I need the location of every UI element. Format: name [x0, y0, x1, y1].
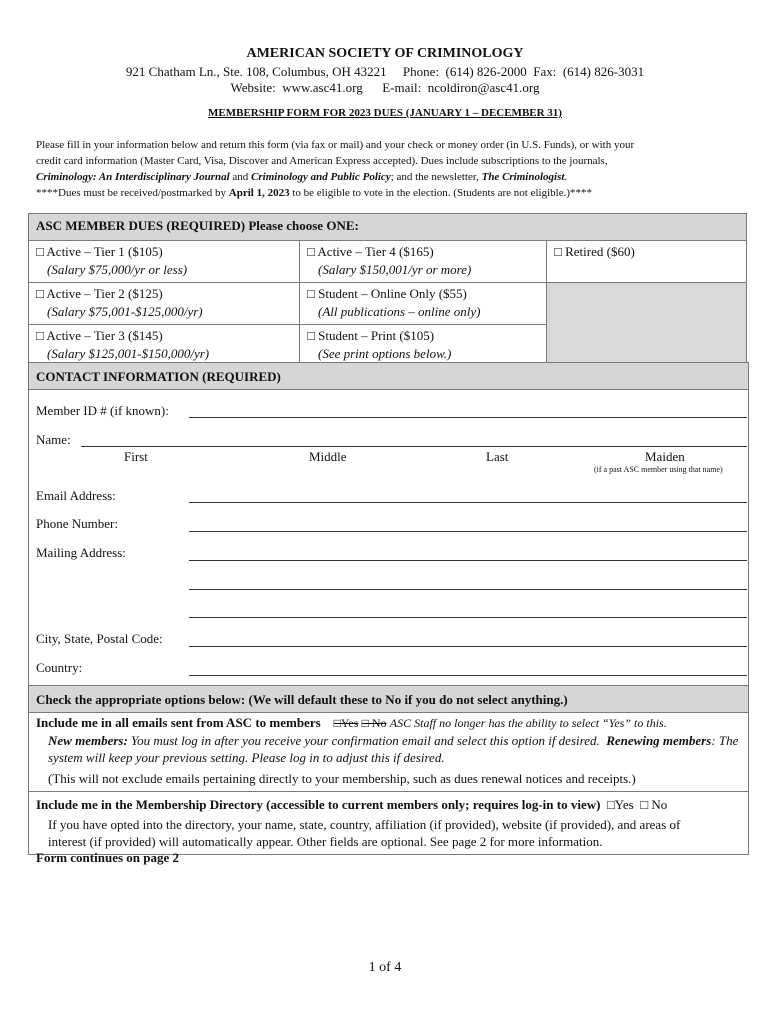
checkbox-tier-4[interactable]: □ [307, 244, 315, 259]
tier-2-salary: (Salary $75,001-$125,000/yr) [47, 304, 203, 319]
newsletter-name: The Criminologist [481, 171, 565, 183]
email-label: Email Address: [36, 488, 116, 503]
option-student-online[interactable] [300, 283, 547, 325]
email-exclusion-note: (This will not exclude emails pertaining directly to your membership, such as dues renewal notices and receipts.) [48, 771, 636, 786]
directory-note-2: interest (if provided) will automatically appear. Other fields are optional. See page 2 for more information. [48, 834, 603, 849]
tier-2-label: Active – Tier 2 ($125) [46, 286, 163, 301]
name-middle-caption: Middle [309, 449, 347, 464]
option-tier-3[interactable] [29, 325, 300, 367]
renewing-members-label: Renewing members [606, 733, 712, 748]
form-continues-note: Form continues on page 2 [36, 850, 179, 865]
vote-deadline: April 1, 2023 [228, 187, 290, 199]
dues-table [28, 213, 747, 367]
tier-1-label: Active – Tier 1 ($105) [46, 244, 163, 259]
email-option-label: Include me in all emails sent from ASC to members [36, 715, 321, 730]
mailing-address-line-2[interactable] [189, 589, 747, 590]
checkbox-tier-1[interactable]: □ [36, 244, 44, 259]
email-field[interactable] [189, 502, 747, 503]
checkbox-student-print[interactable]: □ [307, 328, 315, 343]
tier-3-salary: (Salary $125,001-$150,000/yr) [47, 346, 210, 361]
option-tier-2[interactable] [29, 283, 300, 325]
journal-criminology: Criminology: An Interdisciplinary Journal [36, 171, 230, 183]
tier-4-label: Active – Tier 4 ($165) [317, 244, 434, 259]
email-option-instructions: New members: You must log in after you receive your confirmation email and select this option if desired. Renewing members: The system will keep your previous setting. Please log in to adjust this if desired. [48, 733, 739, 765]
intro-line-4: ****Dues must be received/postmarked by April 1, 2023 to be eligible to vote in the election. (Students are not eligible.)**** [36, 187, 593, 199]
email-yes-checkbox: □Yes [333, 716, 359, 730]
student-online-note: (All publications – online only) [318, 304, 481, 319]
email-no-checkbox: □ No [361, 716, 387, 730]
retired-label: Retired ($60) [565, 244, 635, 259]
phone-field[interactable] [189, 531, 747, 532]
phone-label: Phone Number: [36, 516, 118, 531]
option-tier-4[interactable] [300, 241, 547, 283]
city-state-label: City, State, Postal Code: [36, 631, 163, 646]
mailing-address-line-1[interactable] [189, 560, 747, 561]
mailing-address-label: Mailing Address: [36, 545, 126, 560]
name-label: Name: [36, 432, 71, 447]
directory-option-label: Include me in the Membership Directory (accessible to current members only; requires log-in to view) [36, 797, 601, 812]
name-last-caption: Last [486, 449, 509, 464]
country-field[interactable] [189, 675, 747, 676]
organization-name: AMERICAN SOCIETY OF CRIMINOLOGY [246, 46, 524, 61]
member-id-field[interactable] [189, 417, 747, 418]
tier-1-salary: (Salary $75,000/yr or less) [47, 262, 188, 277]
mailing-address-line-3[interactable] [189, 617, 747, 618]
tier-4-salary: (Salary $150,001/yr or more) [318, 262, 472, 277]
directory-yes-checkbox[interactable]: □Yes [606, 797, 634, 812]
tier-3-label: Active – Tier 3 ($145) [46, 328, 163, 343]
maiden-note: (if a past ASC member using that name) [594, 465, 723, 474]
email-option-note: ASC Staff no longer has the ability to select “Yes” to this. [389, 716, 667, 730]
option-student-print[interactable] [300, 325, 547, 367]
new-members-label: New members: [48, 733, 128, 748]
intro-paragraph [36, 137, 736, 201]
contact-heading: CONTACT INFORMATION (REQUIRED) [28, 362, 749, 390]
student-online-label: Student – Online Only ($55) [318, 286, 467, 301]
directory-no-checkbox[interactable]: □ No [640, 797, 668, 812]
empty-gray-cell [547, 283, 747, 367]
option-retired[interactable] [547, 241, 747, 283]
country-label: Country: [36, 660, 83, 675]
name-first-caption: First [124, 449, 148, 464]
city-state-field[interactable] [189, 646, 747, 647]
form-title: MEMBERSHIP FORM FOR 2023 DUES (JANUARY 1 – DECEMBER 31) [208, 107, 562, 119]
checkbox-tier-2[interactable]: □ [36, 286, 44, 301]
options-heading: Check the appropriate options below: (We will default these to No if you do not select anything.) [28, 685, 749, 713]
journal-cpp: Criminology and Public Policy [251, 171, 391, 183]
checkbox-student-online[interactable]: □ [307, 286, 315, 301]
name-maiden-caption: Maiden [645, 449, 685, 464]
intro-line-3: Criminology: An Interdisciplinary Journal and Criminology and Public Policy; and the newsletter, The Criminologist. [36, 171, 568, 183]
name-field[interactable] [81, 446, 747, 447]
dues-heading: ASC MEMBER DUES (REQUIRED) Please choose ONE: [29, 214, 747, 241]
directory-note-1: If you have opted into the directory, your name, state, country, affiliation (if provided), website (if provided), and areas of [48, 817, 681, 832]
option-tier-1[interactable] [29, 241, 300, 283]
checkbox-tier-3[interactable]: □ [36, 328, 44, 343]
student-print-label: Student – Print ($105) [318, 328, 435, 343]
organization-address: 921 Chatham Ln., Ste. 108, Columbus, OH 43221 Phone: (614) 826-2000 Fax: (614) 826-3031 [125, 64, 645, 79]
organization-contact: Website: www.asc41.org E-mail: ncoldiron@asc41.org [230, 80, 540, 95]
email-option-row [29, 710, 748, 791]
checkbox-retired[interactable]: □ [554, 244, 562, 259]
student-print-note: (See print options below.) [318, 346, 452, 361]
intro-line-1: Please fill in your information below and return this form (via fax or mail) and your check or money order (in U.S. Funds), or with your [36, 139, 635, 151]
options-box [28, 710, 749, 855]
intro-line-2: credit card information (Master Card, Visa, Discover and American Express accepted). Dues include subscriptions to the journals, [36, 155, 608, 167]
member-id-label: Member ID # (if known): [36, 403, 169, 418]
page-number: 1 of 4 [368, 960, 402, 975]
directory-option-row [29, 791, 748, 854]
